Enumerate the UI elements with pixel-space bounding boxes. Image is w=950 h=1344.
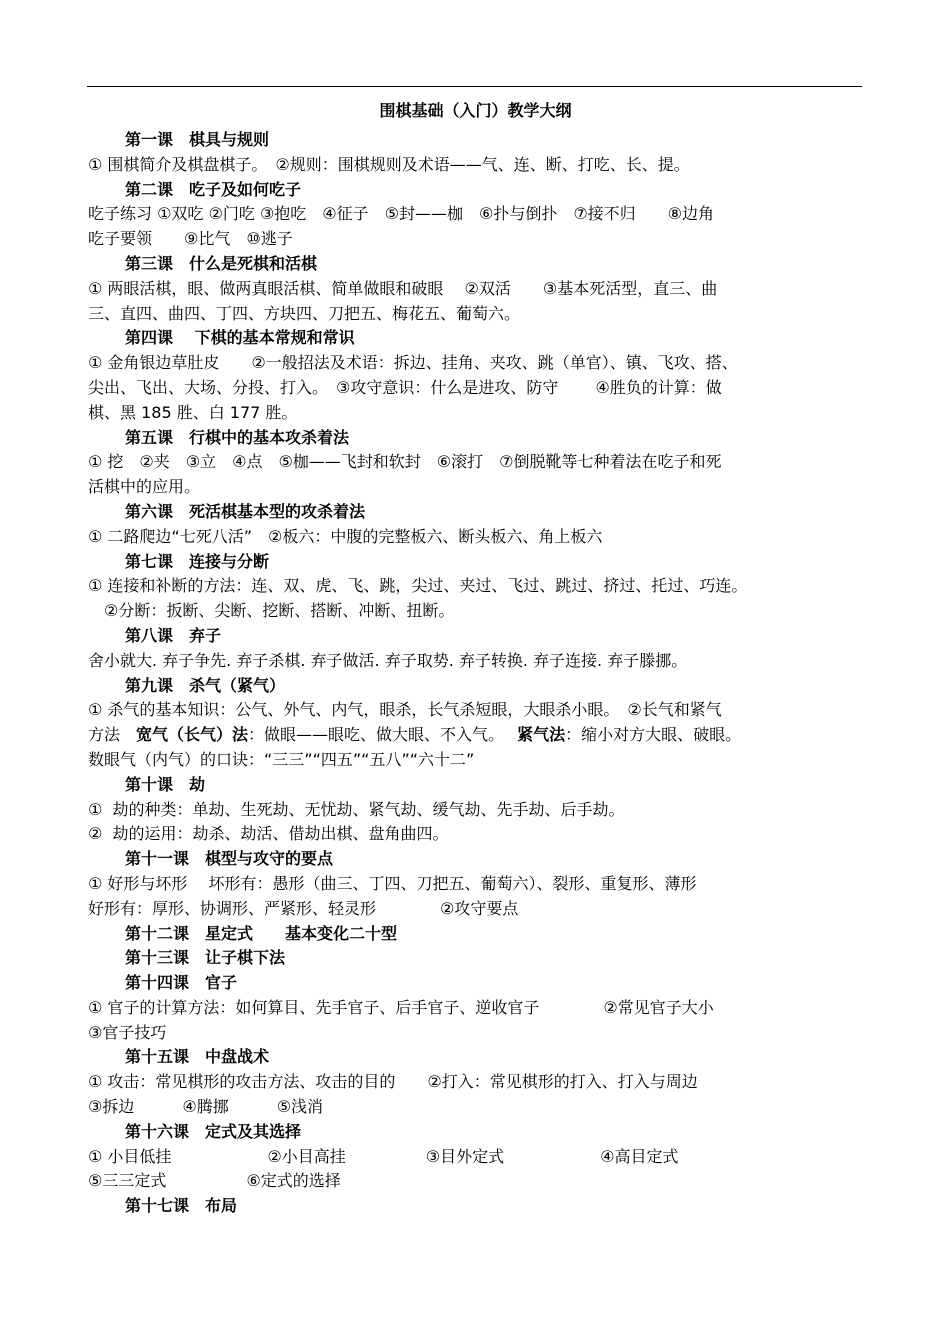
lesson-line: 舍小就大. 弃子争先. 弃子杀棋. 弃子做活. 弃子取势. 弃子转换. 弃子连接. 弃子滕挪。: [88, 650, 688, 670]
lesson-line: ① 连接和补断的方法：连、双、虎、飞、跳，尖过、夹过、飞过、跳过、挤过、托过、巧连。: [88, 576, 748, 596]
jinqi-label: 紧气法: [517, 725, 566, 745]
lesson-line: ① 围棋简介及棋盘棋子。 ②规则：围棋规则及术语——气、连、断、打吃、长、提。: [88, 154, 690, 174]
lesson-heading: 第十二课 星定式 基本变化二十型: [125, 923, 398, 943]
lesson-heading: 第五课 行棋中的基本攻杀着法: [125, 427, 350, 447]
lesson-heading: 第十三课 让子棋下法: [125, 948, 286, 968]
lesson-heading: 第十课 劫: [125, 774, 206, 794]
lesson-line: ① 小目低挂 ②小目高挂 ③目外定式 ④高目定式: [88, 1146, 679, 1166]
lesson-heading: 第十六课 定式及其选择: [125, 1121, 302, 1141]
lesson-line: ③拆边 ④腾挪 ⑤浅消: [88, 1097, 324, 1117]
lesson-line: ① 攻击：常见棋形的攻击方法、攻击的目的 ②打入：常见棋形的打入、打入与周边: [88, 1072, 698, 1092]
lesson-heading: 第十五课 中盘战术: [125, 1047, 270, 1067]
lesson-line: 棋、黑 185 胜、白 177 胜。: [88, 402, 298, 422]
lesson-line: ② 劫的运用：劫杀、劫活、借劫出棋、盘角曲四。: [88, 824, 449, 844]
lesson-heading: 第八课 弃子: [125, 625, 222, 645]
lesson-heading: 第四课 下棋的基本常规和常识: [125, 328, 355, 348]
lesson-heading: 第二课 吃子及如何吃子: [125, 179, 302, 199]
kuanqi-label: 宽气（长气）法: [136, 725, 249, 745]
jinqi-text: ：缩小对方大眼、破眼。: [565, 725, 742, 745]
lesson-line: ① 官子的计算方法：如何算目、先手官子、后手官子、逆收官子 ②常见官子大小: [88, 997, 714, 1017]
lesson-line: 吃子练习 ①双吃 ②门吃 ③抱吃 ④征子 ⑤封——枷 ⑥扑与倒扑 ⑦接不归 ⑧边角: [88, 204, 715, 224]
method-label: 方法: [88, 725, 137, 745]
lesson-heading: 第九课 杀气（紧气）: [125, 675, 286, 695]
lesson-line: 三、直四、曲四、丁四、方块四、刀把五、梅花五、葡萄六。: [88, 303, 521, 323]
lesson-line: ① 金角银边草肚皮 ②一般招法及术语：拆边、挂角、夹攻、跳（单官）、镇、飞攻、搭、: [88, 353, 738, 373]
lesson-line: ① 杀气的基本知识：公气、外气、内气，眼杀，长气杀短眼，大眼杀小眼。 ②长气和紧气: [88, 700, 722, 720]
lesson-line: 活棋中的应用。: [88, 477, 201, 497]
lesson-line: ① 劫的种类：单劫、生死劫、无忧劫、紧气劫、缓气劫、先手劫、后手劫。: [88, 799, 625, 819]
lesson-line: ① 好形与坏形 坏形有：愚形（曲三、丁四、刀把五、葡萄六）、裂形、重复形、薄形: [88, 873, 697, 893]
kuanqi-text: ：做眼——眼吃、做大眼、不入气。: [248, 725, 518, 745]
lesson-line: 好形有：厚形、协调形、严紧形、轻灵形 ②攻守要点: [88, 898, 519, 918]
lesson-line: ②分断：扳断、尖断、挖断、搭断、冲断、扭断。: [88, 601, 455, 621]
lesson-line: ③官子技巧: [88, 1022, 167, 1042]
lesson-line: 数眼气（内气）的口诀：“三三”“四五”“五八”“六十二”: [88, 749, 475, 769]
lesson-line-mixed: [88, 723, 878, 748]
lesson-line: ① 二路爬边“七死八活” ②板六：中腹的完整板六、断头板六、角上板六: [88, 526, 603, 546]
lesson-heading: 第十七课 布局: [125, 1196, 238, 1216]
page-title: 围棋基础（入门）教学大纲: [379, 101, 572, 120]
lesson-heading: 第六课 死活棋基本型的攻杀着法: [125, 501, 366, 521]
lesson-heading: 第三课 什么是死棋和活棋: [125, 253, 318, 273]
lesson-heading: 第十四课 官子: [125, 973, 238, 993]
lesson-heading: 第七课 连接与分断: [125, 551, 270, 571]
top-rule: [87, 86, 862, 87]
lesson-line: 吃子要领 ⑨比气 ⑩逃子: [88, 229, 293, 249]
lesson-line: ① 两眼活棋，眼、做两真眼活棋、简单做眼和破眼 ②双活 ③基本死活型，直三、曲: [88, 278, 718, 298]
lesson-heading: 第十一课 棋型与攻守的要点: [125, 849, 334, 869]
lesson-line: ① 挖 ②夹 ③立 ④点 ⑤枷——飞封和软封 ⑥滚打 ⑦倒脱靴等七种着法在吃子和死: [88, 452, 722, 472]
lesson-line: ⑤三三定式 ⑥定式的选择: [88, 1171, 341, 1191]
lesson-heading: 第一课 棋具与规则: [125, 130, 270, 149]
document-body: [88, 98, 878, 1219]
lesson-line: 尖出、飞出、大场、分投、打入。 ③攻守意识：什么是进攻、防守 ④胜负的计算：做: [88, 377, 722, 397]
